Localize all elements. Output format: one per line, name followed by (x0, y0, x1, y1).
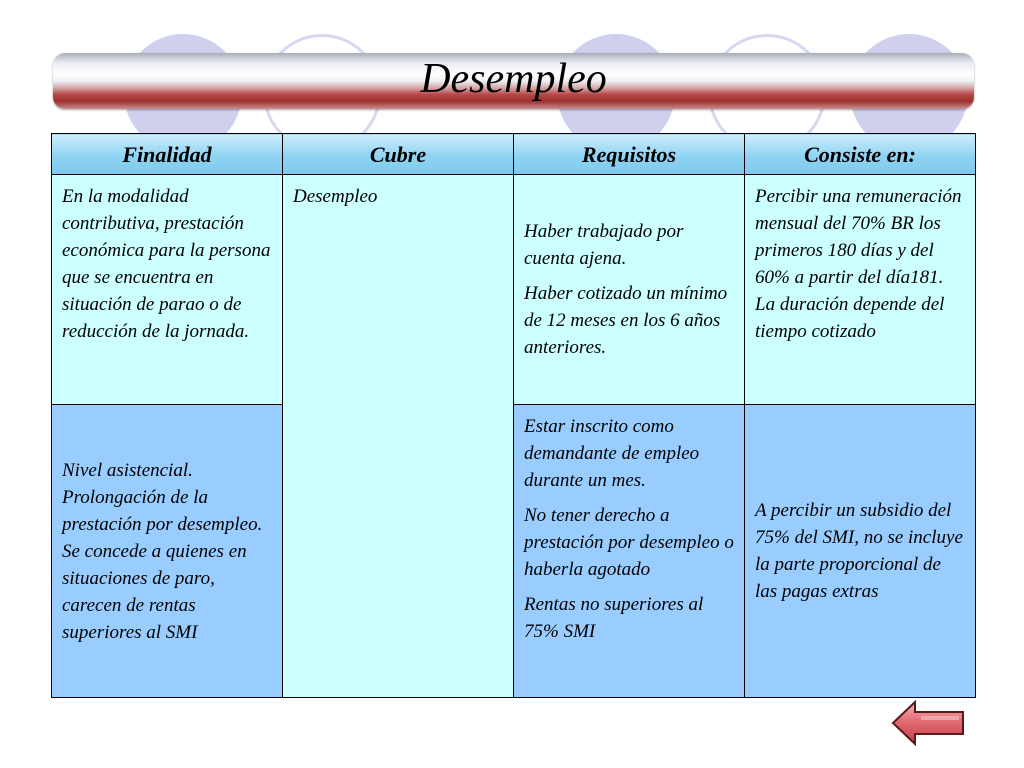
cell-requisitos (514, 175, 745, 405)
table-header-row (52, 134, 976, 175)
header-consiste: Consiste en: (745, 134, 976, 175)
requisito-item: Haber cotizado un mínimo de 12 meses en los 6 años anteriores. (524, 283, 728, 358)
slide-title: Desempleo (420, 56, 607, 102)
cubre-text: Desempleo (293, 186, 378, 207)
header-cubre: Cubre (283, 134, 514, 175)
cell-consiste: A percibir un subsidio del 75% del SMI, no se incluye la parte proporcional de las pagas extras (745, 405, 976, 698)
cell-finalidad: Nivel asistencial. Prolongación de la prestación por desempleo. Se concede a quienes en situaciones de paro, carecen de rentas superiores al SMI (52, 405, 283, 698)
header-finalidad: Finalidad (52, 134, 283, 175)
title-banner (53, 53, 974, 109)
cell-consiste: Percibir una remuneración mensual del 70% BR los primeros 180 días y del 60% a partir del día181. La duración depende del tiempo cotizado (745, 175, 976, 405)
cell-requisitos (514, 405, 745, 698)
back-arrow-icon (891, 700, 967, 746)
cell-finalidad: En la modalidad contributiva, prestación económica para la persona que se encuentra en situación de parao o de reducción de la jornada. (52, 175, 283, 405)
cell-cubre (283, 175, 514, 698)
requisito-item: Rentas no superiores al 75% SMI (524, 594, 704, 642)
table-row (52, 175, 976, 405)
requisito-item: No tener derecho a prestación por desempleo o haberla agotado (524, 505, 734, 580)
requisito-item: Estar inscrito como demandante de empleo durante un mes. (524, 416, 700, 491)
requisito-item: Haber trabajado por cuenta ajena. (524, 221, 684, 269)
table-row (52, 405, 976, 698)
benefits-table (51, 133, 976, 698)
header-requisitos: Requisitos (514, 134, 745, 175)
back-button[interactable] (891, 700, 967, 746)
